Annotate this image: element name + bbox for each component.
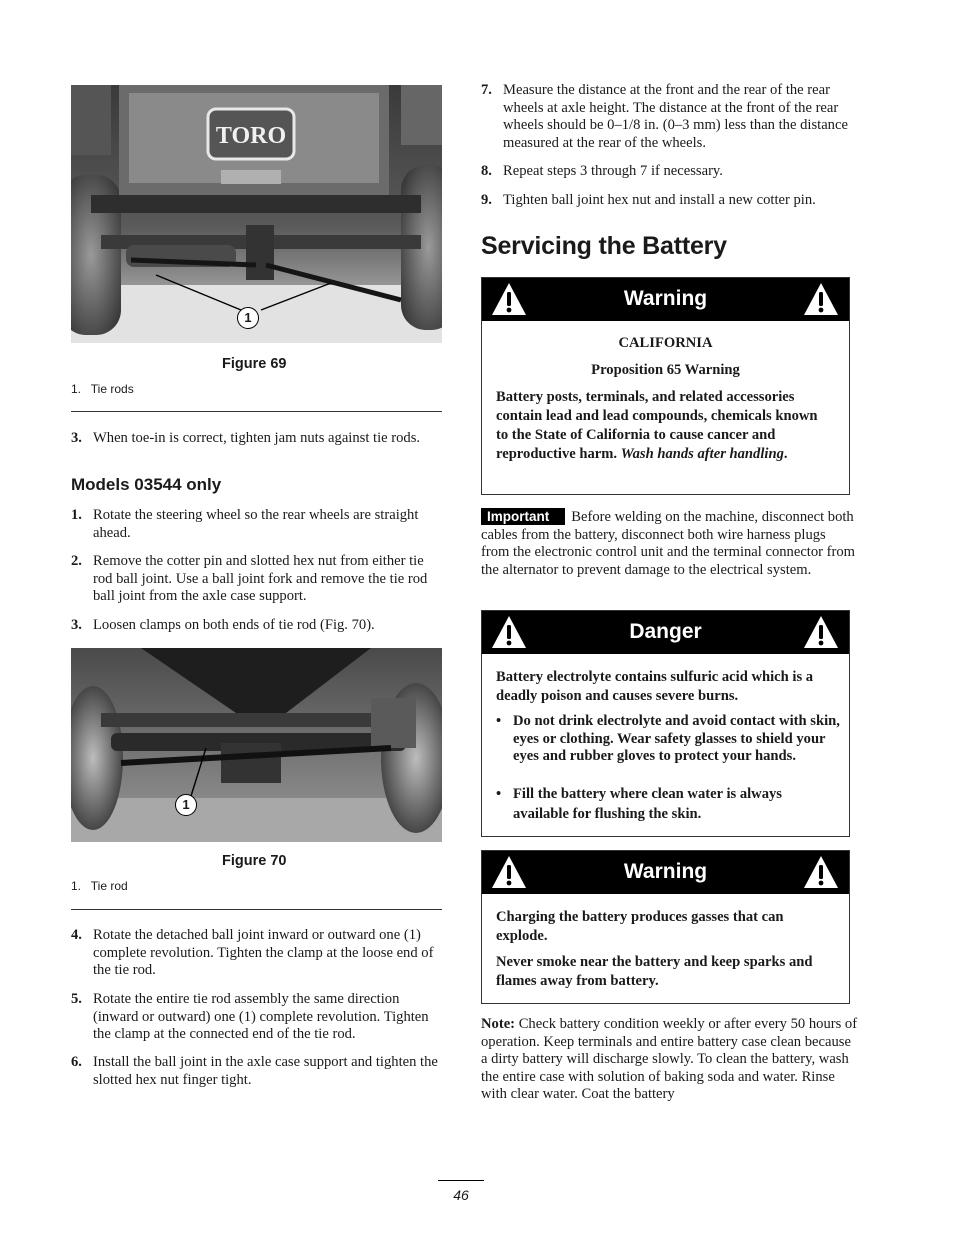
step-text: Rotate the steering wheel so the rear wheels are straight ahead. <box>93 507 419 541</box>
step-number: 3. <box>71 430 82 446</box>
figure-70-photo <box>71 648 442 842</box>
step-text: Measure the distance at the front and the rear of the rear wheels at axle height. The distance at the front of the rear wheels should be 0–1/8 in. (0–3 mm) less than the distance measured at the rear of the wheels. <box>503 82 848 151</box>
step-number: 6. <box>71 1054 82 1070</box>
step-text: When toe-in is correct, tighten jam nuts against tie rods. <box>93 430 421 446</box>
warning-triangle-icon <box>803 855 839 889</box>
danger-title: Danger <box>629 620 702 643</box>
battery-note <box>481 1016 859 1104</box>
step-number: 8. <box>481 163 492 179</box>
step-text: Install the ball joint in the axle case support and tighten the slotted hex nut finger tight. <box>93 1054 438 1088</box>
figure-69-callout-1: 1 <box>237 307 259 329</box>
step-text: Rotate the detached ball joint inward or outward one (1) complete revolution. Tighten the clamp at the loose end of the tie rod. <box>93 927 434 979</box>
figure-69-illustration <box>71 85 442 343</box>
warning-charging-text: Charging the battery produces gasses that can explode. <box>496 909 784 944</box>
note-label: Note: <box>481 1016 516 1032</box>
step-text: Loosen clamps on both ends of tie rod (Fig. 70). <box>93 617 375 633</box>
step-text: Rotate the entire tie rod assembly the same direction (inward or outward) one (1) complete revolution. Tighten the clamp at the connected end of the tie rod. <box>93 991 429 1043</box>
figure-70-illustration <box>71 648 442 842</box>
warning-body-text: Battery posts, terminals, and related accessories contain lead and lead compounds, chemicals known to the State of California to cause cancer and reproductive harm. <box>496 389 818 462</box>
step-text: Tighten ball joint hex nut and install a new cotter pin. <box>503 192 816 208</box>
figure-70-divider <box>71 909 442 910</box>
figure-69-caption: Figure 69 <box>222 356 287 372</box>
warning-header <box>482 851 849 894</box>
figure-70-caption: Figure 70 <box>222 853 287 869</box>
bullet-dot: • <box>496 786 502 802</box>
page-number: 46 <box>453 1187 469 1203</box>
warning-body-end: . <box>783 446 788 462</box>
danger-triangle-icon <box>803 615 839 649</box>
step-text: Remove the cotter pin and slotted hex nut from either tie rod ball joint. Use a ball joint fork and remove the tie rod ball joint from the axle case support. <box>93 553 428 605</box>
step-text: Repeat steps 3 through 7 if necessary. <box>503 163 723 179</box>
figure-70-callout-1: 1 <box>175 794 197 816</box>
step-number: 9. <box>481 192 492 208</box>
warning-box-charging <box>481 850 850 1004</box>
bullet-dot: • <box>496 713 502 729</box>
step-number: 1. <box>71 507 82 523</box>
warning-box-california <box>481 277 850 495</box>
warning-header <box>482 278 849 321</box>
warning-title: Warning <box>623 860 708 883</box>
warning-california: CALIFORNIA <box>618 335 713 351</box>
note-text: Check battery condition weekly or after every 50 hours of operation. Keep terminals and entire battery case clean because a dirty battery will discharge slowly. To clean the battery, wash the entire case with solution of baking soda and water. Rinse with clear water. Coat the battery <box>481 1016 858 1102</box>
section-title: Servicing the Battery <box>481 232 727 260</box>
step-number: 2. <box>71 553 82 569</box>
warning-triangle-icon <box>803 282 839 316</box>
footer-rule <box>438 1180 484 1181</box>
danger-header <box>482 611 849 654</box>
toro-logo: TORO <box>215 123 287 149</box>
figure-69-photo <box>71 85 442 343</box>
important-badge: Important <box>481 508 565 525</box>
bullet-text: Do not drink electrolyte and avoid contact with skin, eyes or clothing. Wear safety glasses to shield your eyes and rubber gloves to protect your hands. <box>513 713 840 764</box>
models-03544-heading: Models 03544 only <box>71 475 222 494</box>
warning-prop65-body <box>496 388 831 464</box>
important-text: Before welding on the machine, disconnect both cables from the battery, disconnect both wire harness plugs from the electronic control unit and the terminal connector from the alternator to prevent damage to the electrical system. <box>481 509 856 578</box>
warning-prop65: Proposition 65 Warning <box>591 362 740 378</box>
figure-70-legend: 1. Tie rod <box>71 879 128 893</box>
warning-smoking-text: Never smoke near the battery and keep sparks and flames away from battery. <box>496 954 813 989</box>
step-number: 4. <box>71 927 82 943</box>
bullet-text: Fill the battery where clean water is always available for flushing the skin. <box>513 786 782 822</box>
step-number: 7. <box>481 82 492 98</box>
figure-69-divider <box>71 411 442 412</box>
danger-box-electrolyte <box>481 610 850 837</box>
figure-69-legend: 1. Tie rods <box>71 382 134 396</box>
warning-body-italic: Wash hands after handling <box>620 446 784 462</box>
step-number: 5. <box>71 991 82 1007</box>
danger-intro: Battery electrolyte contains sulfuric acid which is a deadly poison and causes severe burns. <box>496 669 814 704</box>
step-number: 3. <box>71 617 82 633</box>
warning-title: Warning <box>623 287 708 310</box>
important-paragraph <box>481 508 856 579</box>
